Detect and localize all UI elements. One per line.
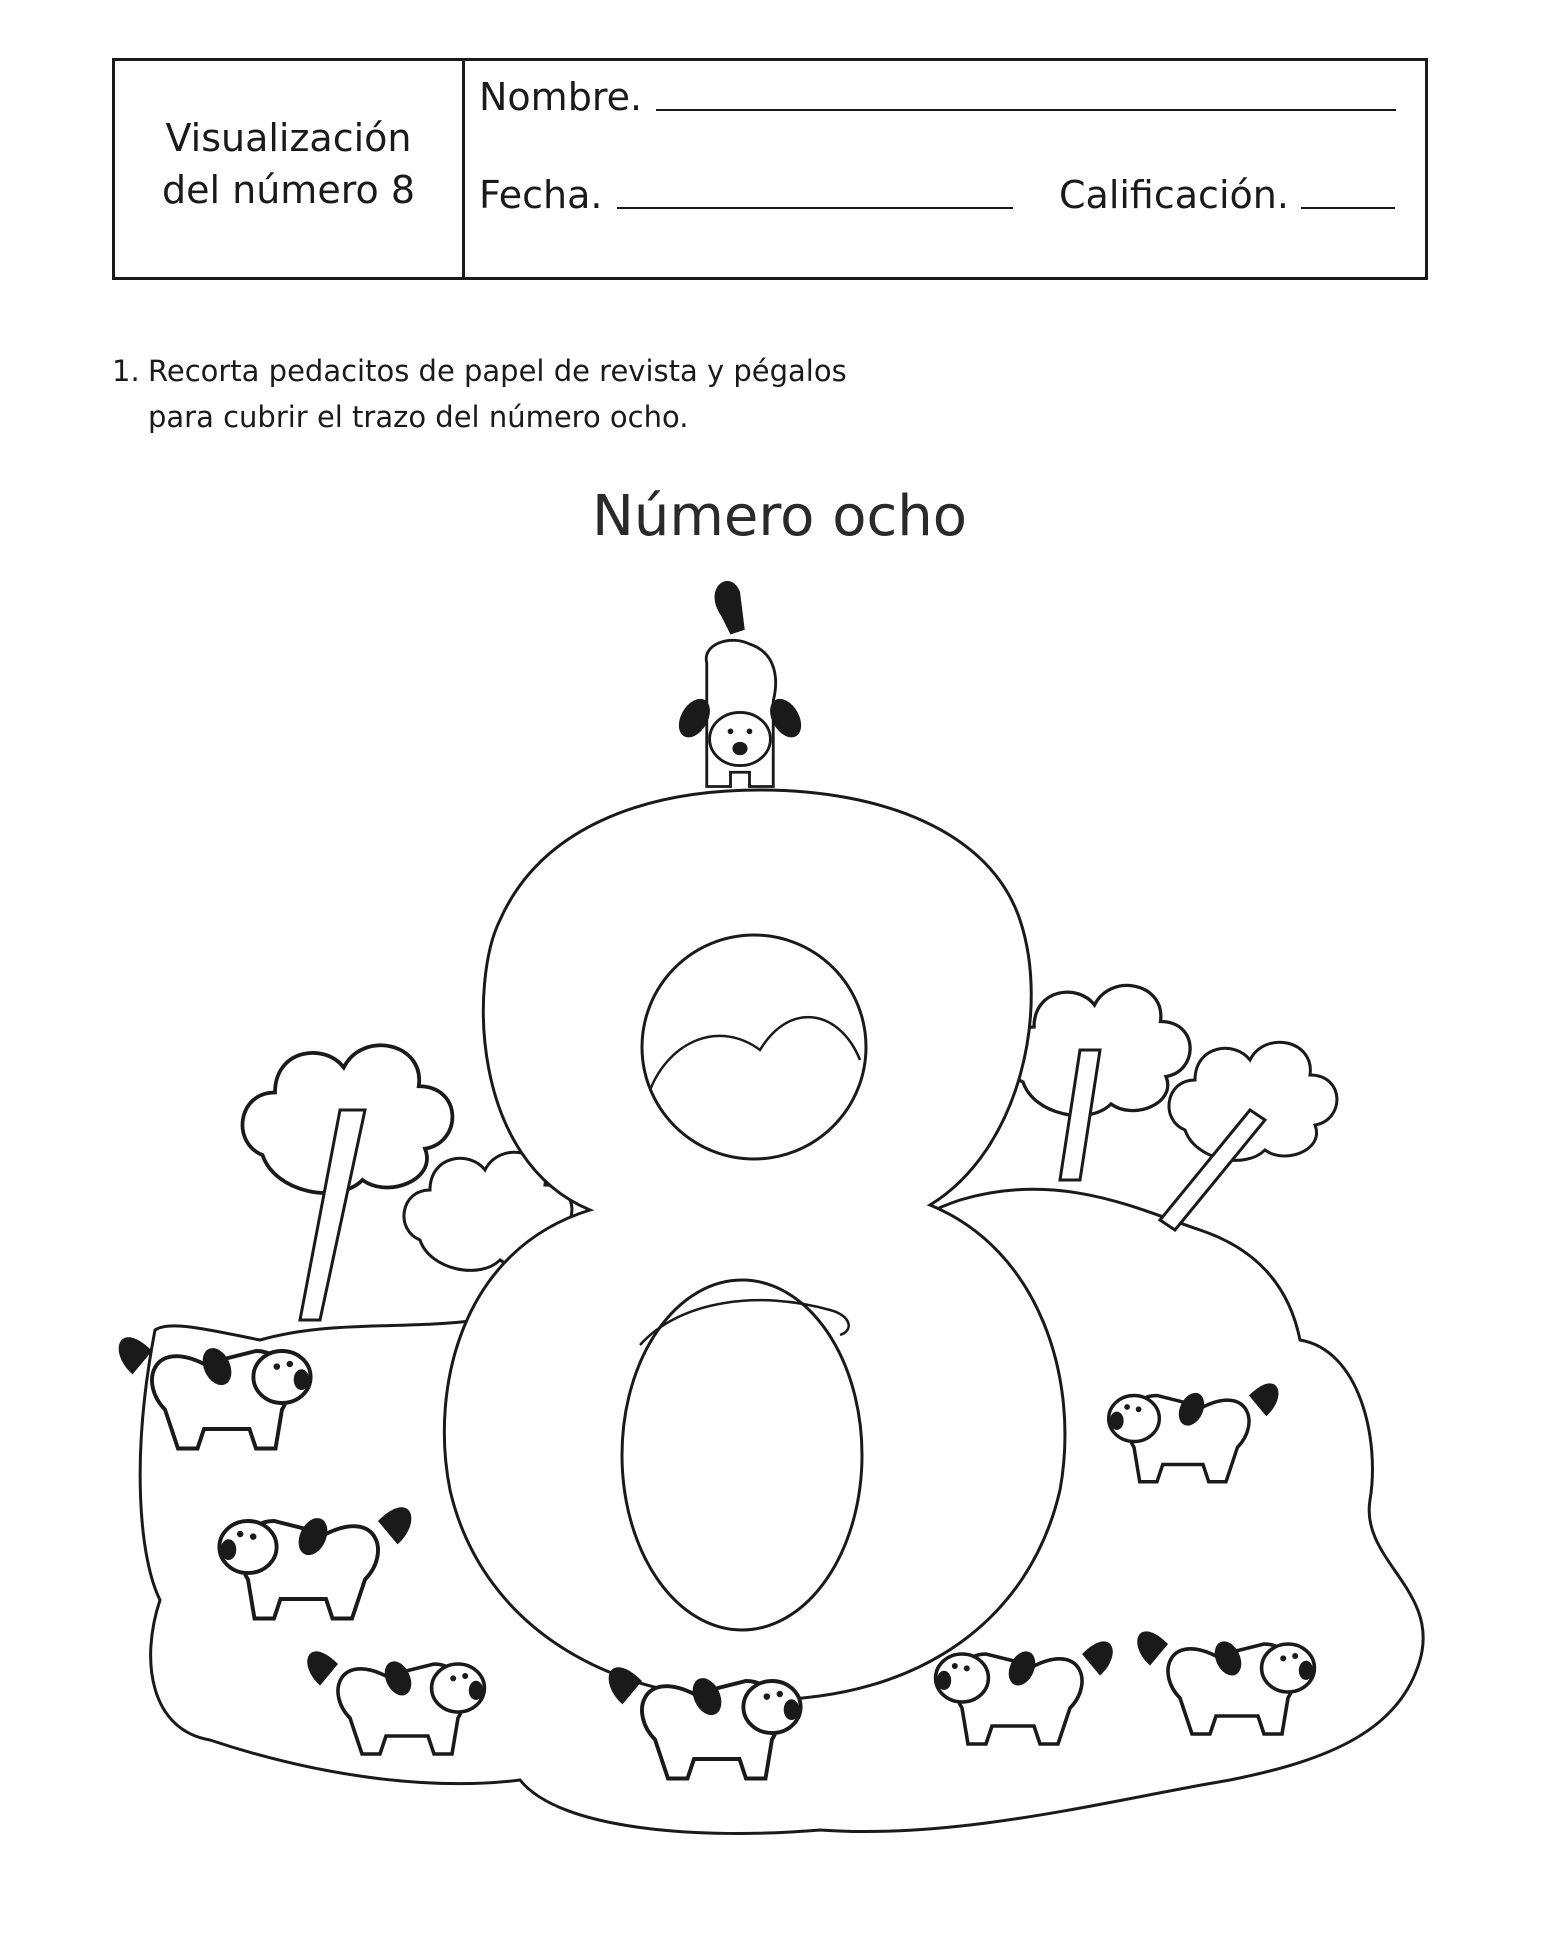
instruction-number: 1. — [112, 354, 140, 388]
dog-bottom-right — [936, 1641, 1113, 1744]
dog-left-2 — [219, 1507, 411, 1618]
dog-bottom-center — [609, 1667, 801, 1778]
dog-right-2 — [1137, 1631, 1314, 1734]
illustration-title: Número ocho — [591, 484, 968, 549]
instruction-line-2: para cubrir el trazo del número ocho. — [148, 400, 689, 434]
instruction-line-1: Recorta pedacitos de papel de revista y pégalos — [148, 354, 847, 388]
calificacion-label: Calificación. — [1059, 173, 1289, 217]
title-line-1: Visualización — [165, 116, 412, 160]
tree-right-2 — [1169, 1042, 1337, 1160]
dog-left-1 — [119, 1337, 311, 1448]
dog-top — [672, 581, 807, 787]
title-line-2: del número 8 — [162, 168, 415, 212]
nombre-label: Nombre. — [479, 75, 643, 119]
number-eight-outline — [444, 790, 1065, 1700]
fecha-label: Fecha. — [479, 173, 603, 217]
dog-left-3 — [307, 1651, 484, 1754]
dog-right-1 — [1109, 1383, 1279, 1481]
